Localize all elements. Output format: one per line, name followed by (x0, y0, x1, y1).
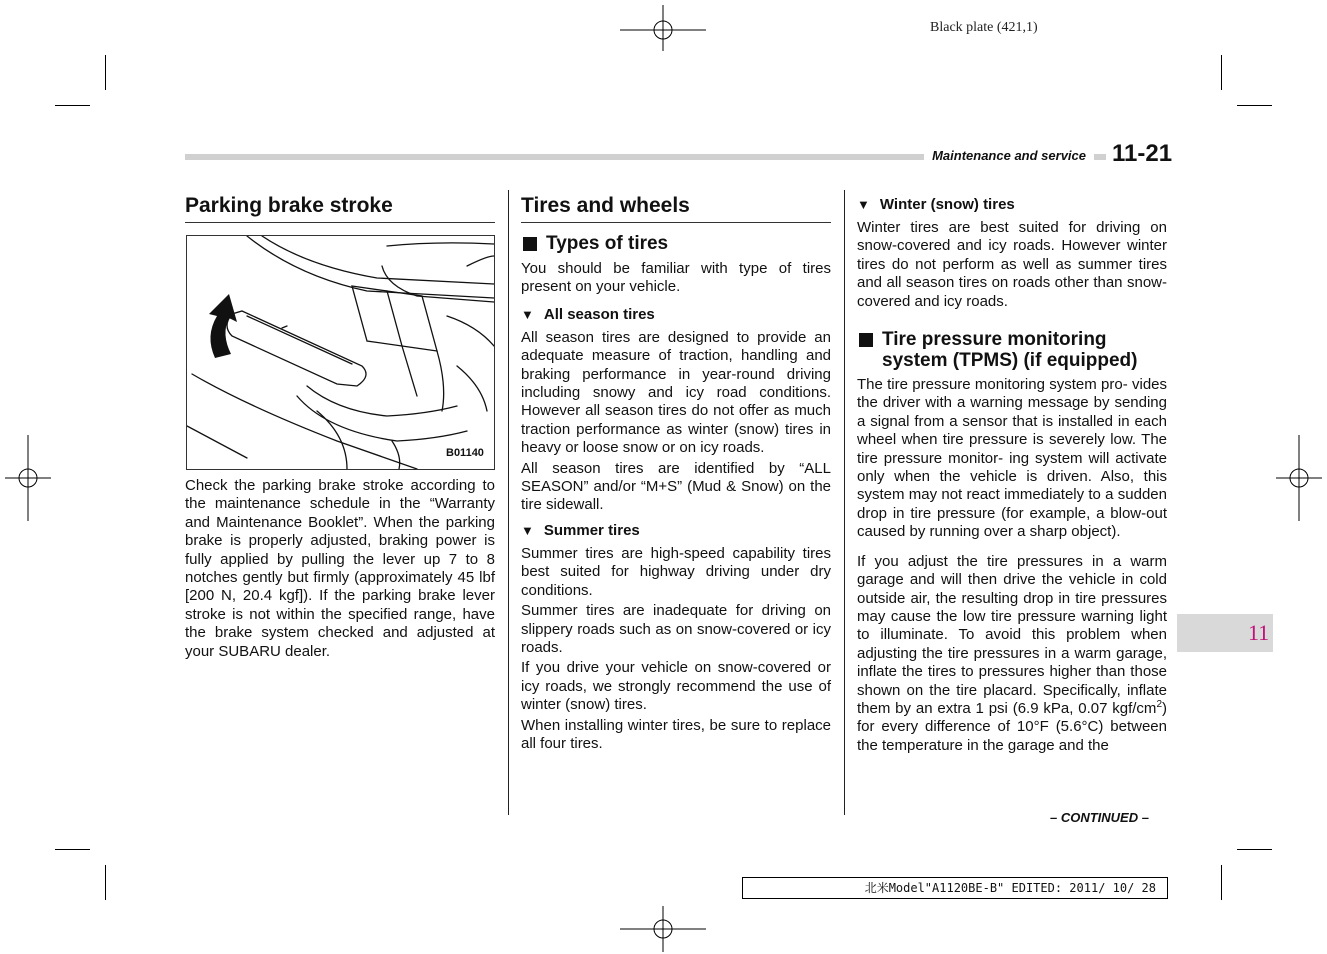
paragraph: If you drive your vehicle on snow-covered or icy roads, we strongly recommend the use of winter (snow) tires. (521, 659, 831, 714)
crop-mark (105, 865, 106, 900)
registration-mark-right (1276, 435, 1322, 521)
section-title: Parking brake stroke (185, 194, 495, 223)
column-winter-tpms (857, 196, 1167, 755)
registration-mark-bottom (620, 906, 706, 952)
column-tires-and-wheels (521, 190, 831, 753)
registration-mark-top (620, 5, 706, 51)
triangle-bullet-icon: ▼ (521, 306, 534, 322)
column-divider (844, 190, 845, 815)
subsection-heading (521, 233, 831, 254)
crop-mark (55, 105, 90, 106)
continued-label: – CONTINUED – (1050, 810, 1149, 825)
chapter-tab-number: 11 (1248, 620, 1270, 645)
paragraph: All season tires are designed to provide an adequate measure of traction, handling and braking performance in year-round driving including snowy and icy road conditions. However all season tires do not offer as much traction performance as winter (snow) tires in heavy or loose snow or on icy roads. (521, 328, 831, 457)
crop-mark (105, 55, 106, 90)
paragraph: The tire pressure monitoring system pro- vides the driver with a warning message by sending a signal from a sensor that is installed in each wheel when tire pressure is severely low. The tire pressure monitor- ing system will activate only when the vehicle is driven. Also, this system may not react immediately to a sudden drop in tire pressure (for example, a blow-out caused by running over a sharp object). (857, 376, 1167, 541)
paragraph (857, 553, 1167, 755)
triangle-bullet-icon: ▼ (857, 197, 870, 212)
topic-heading (521, 306, 831, 324)
paragraph: You should be familiar with type of tires present on your vehicle. (521, 260, 831, 296)
crop-mark (1221, 865, 1222, 900)
heading-text (882, 329, 1137, 371)
heading-text: Types of tires (546, 233, 669, 254)
paragraph: Summer tires are inadequate for driving on slippery roads such as on snow-covered or icy roads. (521, 602, 831, 656)
figure-code: B01140 (446, 447, 484, 459)
text-run: If you adjust the tire pressures in a warm garage and will then drive the vehicle in cold outside air, the resulting drop in tire pressures may cause the low tire pressure warning light to illuminate. To avoid this problem when adjusting the tire pressures in a warm garage, inflate the tires to pressures higher than those shown on the tire placard. Specifically, inflate them by an extra 1 psi (6.9 kPa, 0.07 kgf/cm (857, 552, 1167, 717)
heading-line: system (TPMS) (if equipped) (882, 350, 1138, 372)
text-run: ) for every difference of 10°F (5.6°C) between the temperature in the garage and the (857, 699, 1167, 754)
plate-label: Black plate (421,1) (930, 20, 1038, 35)
triangle-bullet-icon: ▼ (521, 522, 534, 538)
crop-mark (1221, 55, 1222, 90)
heading-line: Tire pressure monitoring (882, 329, 1107, 351)
section-title: Tires and wheels (521, 194, 831, 223)
paragraph: Winter tires are best suited for driving on snow-covered and icy roads. However winter tires do not perform as well as summer tires and all season tires on roads other than snow-covered and icy roads. (857, 219, 1167, 310)
footer-text: 北米Model"A1120BE-B" EDITED: 2011/ 10/ 28 (864, 881, 1156, 895)
heading-text: All season tires (543, 305, 655, 323)
crop-mark (1237, 105, 1272, 106)
crop-mark (55, 849, 90, 850)
square-bullet-icon (523, 237, 537, 251)
column-parking-brake (185, 190, 495, 223)
column-parking-brake-body (185, 477, 495, 661)
superscript: 2 (1156, 698, 1162, 710)
page-number: 11-21 (1106, 140, 1172, 168)
parking-brake-lever-drawing (187, 236, 494, 469)
paragraph: When installing winter tires, be sure to replace all four tires. (521, 716, 831, 752)
subsection-heading (857, 329, 1167, 371)
heading-text: Summer tires (543, 521, 640, 539)
column-divider (508, 190, 509, 815)
topic-heading (521, 522, 831, 540)
section-name: Maintenance and service (924, 148, 1094, 163)
paragraph: Summer tires are high-speed capability tires best suited for highway driving under dry conditions. (521, 544, 831, 599)
paragraph: Check the parking brake stroke according to the maintenance schedule in the “Warranty and Maintenance Booklet”. When the parking brake is properly adjusted, braking power is fully applied by pulling the lever up 7 to 8 notches gently but firmly (approximately 45 lbf [200 N, 20.4 kgf]). If the parking brake lever stroke is not within the specified range, have the brake system checked and adjusted at your SUBARU dealer. (185, 477, 495, 660)
heading-text: Winter (snow) tires (879, 196, 1015, 213)
square-bullet-icon (859, 333, 873, 347)
registration-mark-left (5, 435, 51, 521)
crop-mark (1237, 849, 1272, 850)
topic-heading (857, 196, 1167, 214)
parking-brake-illustration (186, 235, 495, 470)
paragraph: All season tires are identified by “ALL SEASON” and/or “M+S” (Mud & Snow) on the tire sidewall. (521, 459, 831, 514)
